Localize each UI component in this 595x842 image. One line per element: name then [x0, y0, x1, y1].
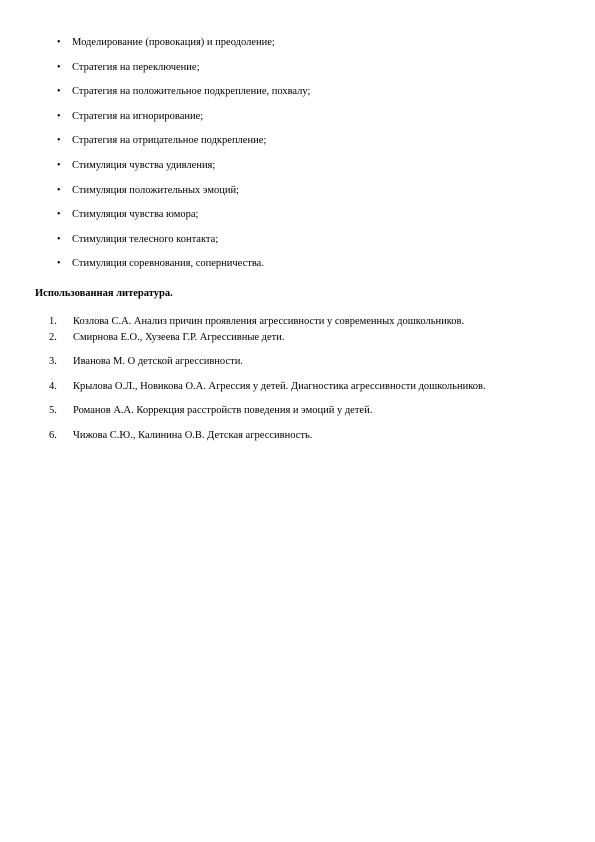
list-item — [53, 208, 310, 233]
reference-number: 5. — [49, 405, 57, 416]
reference-text: Чижова С.Ю., Калинина О.В. Детская агрессивность. — [73, 429, 313, 441]
list-item-text: Моделирование (провокация) и преодоление; — [72, 37, 275, 48]
reference-number: 4. — [49, 380, 57, 392]
strategy-list — [53, 36, 310, 282]
list-item — [53, 159, 310, 184]
reference-text: Романов А.А. Коррекция расстройств поведения и эмоций у детей. — [73, 405, 373, 416]
bullet-icon: • — [57, 37, 61, 48]
list-item-text: Стимуляция соревнования, соперничества. — [72, 258, 264, 270]
list-item — [53, 110, 310, 135]
reference-item — [49, 404, 486, 429]
bullet-icon: • — [57, 159, 61, 171]
bullet-icon: • — [57, 258, 61, 270]
list-item — [53, 233, 310, 258]
reference-item — [49, 429, 486, 443]
list-item-text: Стимуляция положительных эмоций; — [72, 184, 240, 196]
reference-item — [49, 331, 486, 355]
list-item — [53, 36, 310, 61]
bullet-icon: • — [57, 61, 61, 73]
list-item — [53, 184, 310, 209]
reference-number: 1. — [49, 316, 57, 327]
bullet-icon: • — [57, 233, 61, 245]
reference-number: 2. — [49, 332, 57, 343]
reference-item — [49, 315, 486, 331]
list-item — [53, 85, 310, 110]
bullet-icon: • — [57, 110, 61, 122]
reference-item — [49, 355, 486, 380]
list-item — [53, 61, 310, 86]
reference-text: Смирнова Е.О., Хузеева Г.Р. Агрессивные дети. — [73, 332, 285, 343]
list-item-text: Стратегия на игнорирование; — [72, 110, 204, 122]
list-item-text: Стимуляция телесного контакта; — [72, 233, 219, 245]
bullet-icon: • — [57, 86, 61, 98]
references-list — [49, 315, 486, 443]
bullet-icon: • — [57, 209, 61, 221]
list-item-text: Стратегия на положительное подкрепление, похвалу; — [72, 86, 311, 98]
reference-text: Иванова М. О детской агрессивности. — [73, 356, 243, 367]
list-item-text: Стратегия на отрицательное подкрепление; — [72, 135, 267, 147]
list-item — [53, 134, 310, 159]
list-item — [53, 257, 310, 282]
list-item-text: Стратегия на переключение; — [72, 61, 200, 73]
reference-text: Крылова О.Л., Новикова О.А. Агрессия у детей. Диагностика агрессивности дошкольников. — [73, 380, 486, 392]
bullet-icon: • — [57, 184, 61, 196]
reference-number: 6. — [49, 429, 57, 441]
reference-item — [49, 380, 486, 405]
reference-text: Козлова С.А. Анализ причин проявления агрессивности у современных дошкольников. — [73, 316, 465, 327]
references-heading: Использованная литература. — [35, 288, 173, 299]
list-item-text: Стимуляция чувства удивления; — [72, 159, 216, 171]
reference-number: 3. — [49, 356, 57, 367]
list-item-text: Стимуляция чувства юмора; — [72, 209, 199, 221]
bullet-icon: • — [57, 135, 61, 147]
